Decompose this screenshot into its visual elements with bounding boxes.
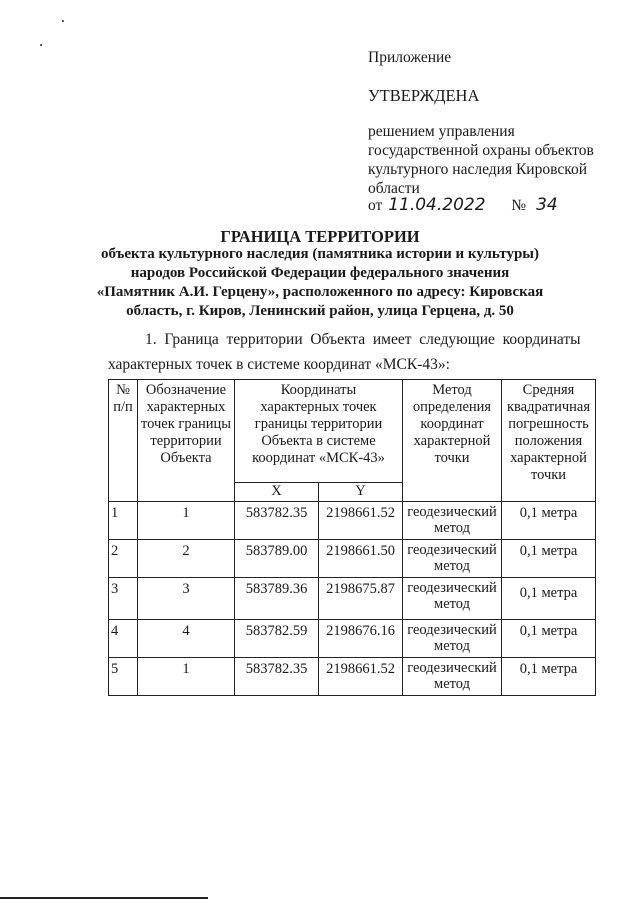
table-row [109,502,596,540]
cell-point: 3 [138,578,235,620]
document-title: ГРАНИЦА ТЕРРИТОРИИ [220,227,420,246]
cell-x: 583789.36 [235,578,319,620]
table-row [109,578,596,620]
cell-y: 2198661.50 [319,540,403,578]
header-num: № п/п [109,380,138,502]
cell-x: 583782.59 [235,620,319,658]
header-x: X [235,483,319,502]
cell-y: 2198661.52 [319,658,403,696]
cell-method: геодезический метод [403,540,502,578]
handwritten-date: 11.04.2022 [388,195,486,215]
decision-line: государственной охраны объектов [368,142,594,159]
cell-num: 2 [109,540,138,578]
cell-error: 0,1 метра [502,620,596,658]
paragraph-line: характерных точек в системе координат «МСК-43»: [108,356,450,373]
handwritten-number: 34 [536,195,558,215]
cell-method: геодезический метод [403,502,502,540]
cell-error: 0,1 метра [502,540,596,578]
decision-date-line [368,196,558,215]
header-error: Средняя квадратичная погрешность положения характерной точки [502,380,596,502]
cell-x: 583782.35 [235,658,319,696]
decision-line: области [368,180,420,197]
cell-point: 1 [138,502,235,540]
paragraph-line: 1. Граница территории Объекта имеет следующие координаты [145,331,581,348]
decision-line: культурного наследия Кировской [368,161,587,178]
cell-point: 1 [138,658,235,696]
header-method: Метод определения координат характерной точки [403,380,502,502]
footer-rule [0,897,208,899]
coordinates-table [108,379,596,696]
approved-label: УТВЕРЖДЕНА [368,86,480,105]
subtitle-line: объекта культурного наследия (памятника истории и культуры) [100,246,539,262]
header-designation: Обозначение характерных точек границы территории Объекта [138,380,235,502]
table-header-row [109,380,596,483]
cell-method: геодезический метод [403,658,502,696]
table-row [109,658,596,696]
table-row [109,540,596,578]
decision-line: решением управления [368,123,515,140]
table-row [109,620,596,658]
cell-num: 4 [109,620,138,658]
scan-speck [62,20,64,22]
cell-x: 583782.35 [235,502,319,540]
date-prefix: от [368,197,383,214]
cell-num: 5 [109,658,138,696]
cell-point: 2 [138,540,235,578]
cell-method: геодезический метод [403,620,502,658]
appendix-label: Приложение [368,49,452,66]
header-coordinates: Координаты характерных точек границы территории Объекта в системе координат «МСК-43» [235,380,403,483]
subtitle-line: народов Российской Федерации федерального значения [130,265,510,281]
cell-num: 1 [109,502,138,540]
subtitle-line: область, г. Киров, Ленинский район, улица Герцена, д. 50 [126,303,514,319]
number-sign: № [511,197,527,214]
cell-y: 2198661.52 [319,502,403,540]
cell-point: 4 [138,620,235,658]
subtitle-line: «Памятник А.И. Герцену», расположенного по адресу: Кировская [96,284,544,300]
scan-speck [40,44,42,46]
cell-y: 2198676.16 [319,620,403,658]
cell-error: 0,1 метра [502,658,596,696]
cell-error: 0,1 метра [502,578,596,620]
cell-y: 2198675.87 [319,578,403,620]
cell-num: 3 [109,578,138,620]
header-y: Y [319,483,403,502]
cell-x: 583789.00 [235,540,319,578]
cell-method: геодезический метод [403,578,502,620]
cell-error: 0,1 метра [502,502,596,540]
